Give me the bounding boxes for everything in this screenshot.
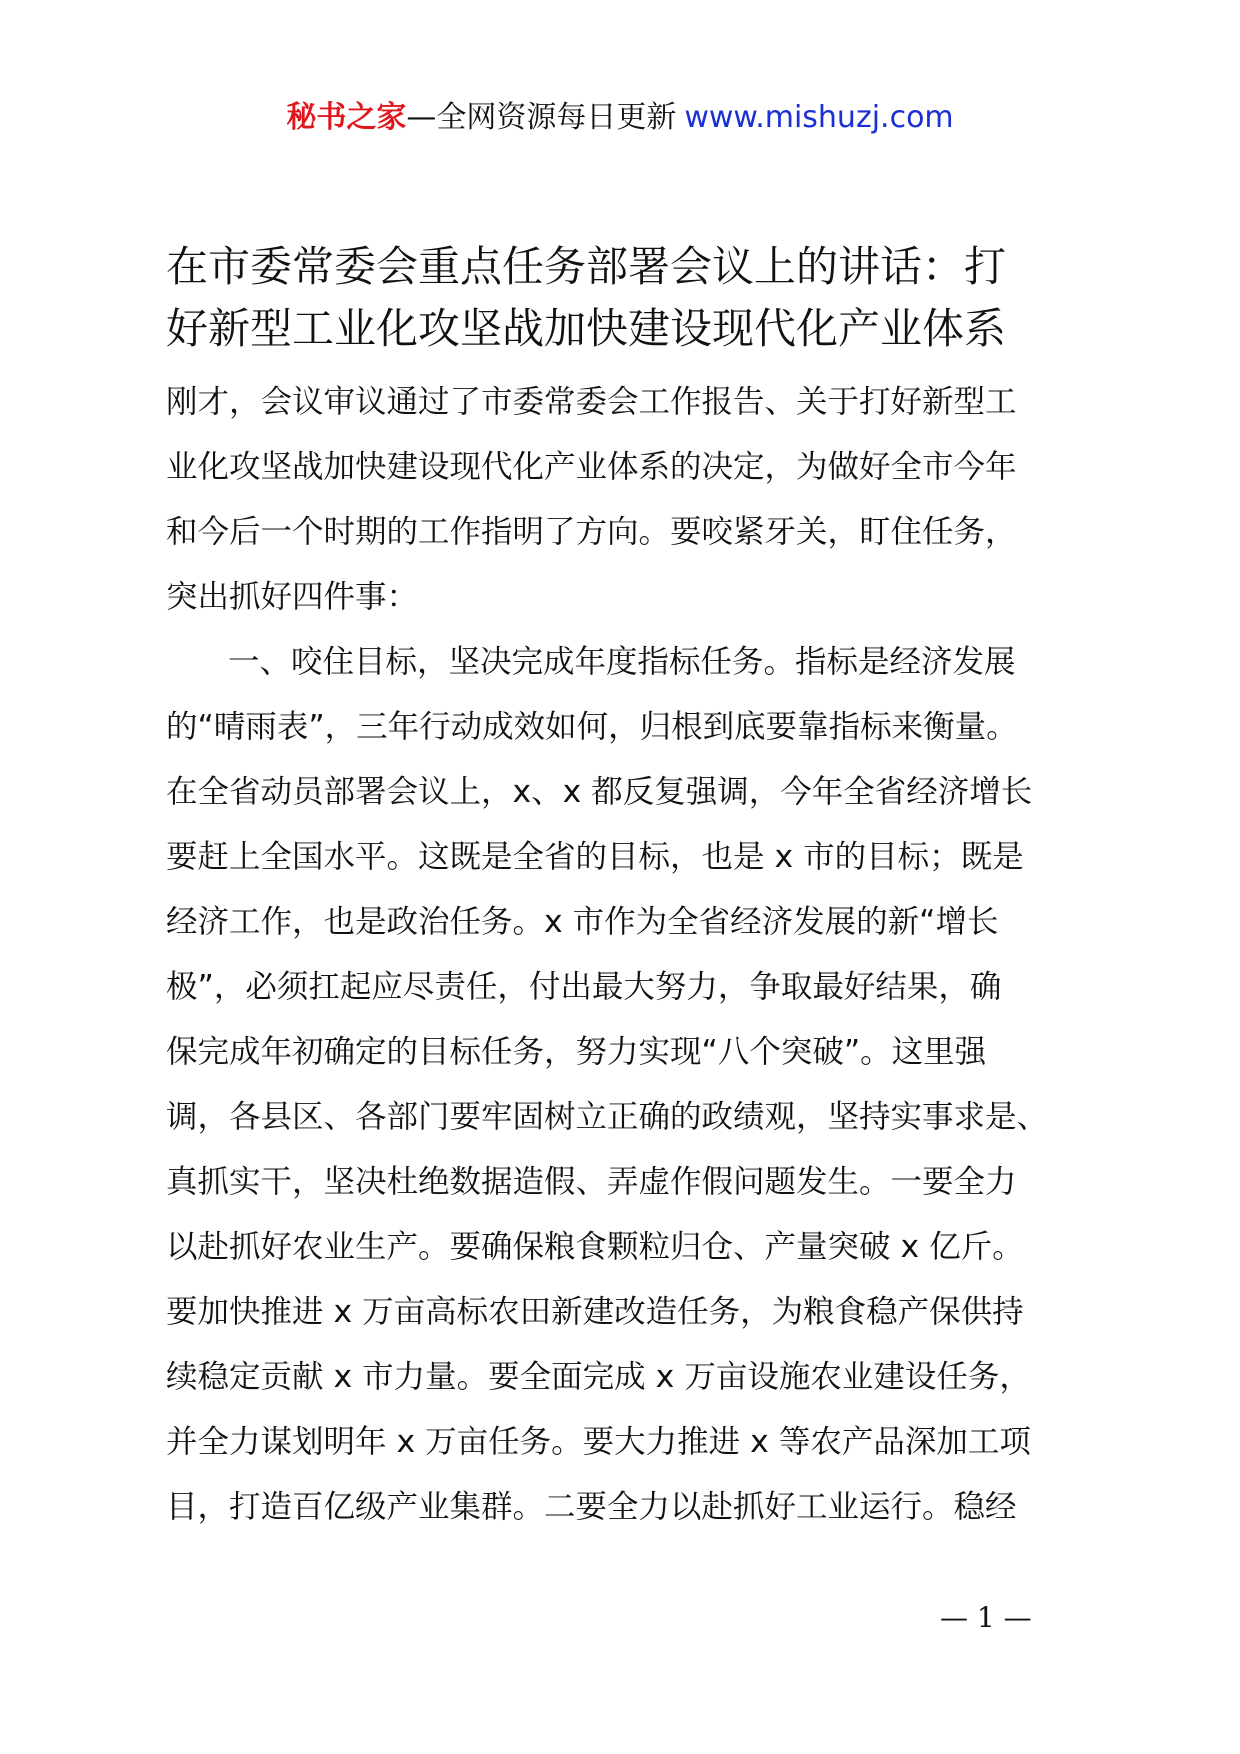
body-line: 突出抓好四件事： [166, 579, 419, 615]
body-line: 刚才，会议审议通过了市委常委会工作报告、关于打好新型工 [166, 384, 1017, 420]
body-line: 经济工作，也是政治任务。x 市作为全省经济发展的新“增长 [166, 904, 999, 940]
body-line: 在全省动员部署会议上，x、x 都反复强调，今年全省经济增长 [166, 774, 1033, 810]
site-header [0, 98, 1240, 138]
body-line: 调，各县区、各部门要牢固树立正确的政绩观，坚持实事求是、 [166, 1099, 1049, 1135]
title-line: 在市委常委会重点任务部署会议上的讲话：打 [166, 242, 1007, 291]
body-line: 续稳定贡献 x 市力量。要全面完成 x 万亩设施农业建设任务， [166, 1359, 1031, 1395]
body-line: 保完成年初确定的目标任务，努力实现“八个突破”。这里强 [166, 1034, 987, 1070]
body-line: 要加快推进 x 万亩高标农田新建改造任务，为粮食稳产保供持 [166, 1294, 1024, 1330]
body-line: 的“晴雨表”，三年行动成效如何，归根到底要靠指标来衡量。 [166, 709, 1018, 745]
site-url[interactable]: www.mishuzj.com [684, 100, 954, 135]
document-title [166, 236, 1096, 360]
body-line: 真抓实干，坚决杜绝数据造假、弄虚作假问题发生。一要全力 [166, 1164, 1017, 1200]
title-line: 好新型工业化攻坚战加快建设现代化产业体系 [166, 304, 1007, 353]
body-line: 要赶上全国水平。这既是全省的目标，也是 x 市的目标；既是 [166, 839, 1024, 875]
body-line: 极”，必须扛起应尽责任，付出最大努力，争取最好结果，确 [166, 969, 1002, 1005]
header-tagline: —全网资源每日更新 [406, 100, 677, 135]
body-line: 以赴抓好农业生产。要确保粮食颗粒归仓、产量突破 x 亿斤。 [166, 1229, 1024, 1265]
section-heading-line: 一、咬住目标，坚决完成年度指标任务。指标是经济发展 [228, 644, 1016, 680]
body-line: 目，打造百亿级产业集群。二要全力以赴抓好工业运行。稳经 [166, 1489, 1017, 1525]
document-body [166, 370, 1106, 1540]
brand-name: 秘书之家 [286, 100, 407, 135]
page-number: — 1 — [940, 1601, 1032, 1634]
body-line: 和今后一个时期的工作指明了方向。要咬紧牙关，盯住任务， [166, 514, 1017, 550]
body-line: 业化攻坚战加快建设现代化产业体系的决定，为做好全市今年 [166, 449, 1017, 485]
body-line: 并全力谋划明年 x 万亩任务。要大力推进 x 等农产品深加工项 [166, 1424, 1031, 1460]
